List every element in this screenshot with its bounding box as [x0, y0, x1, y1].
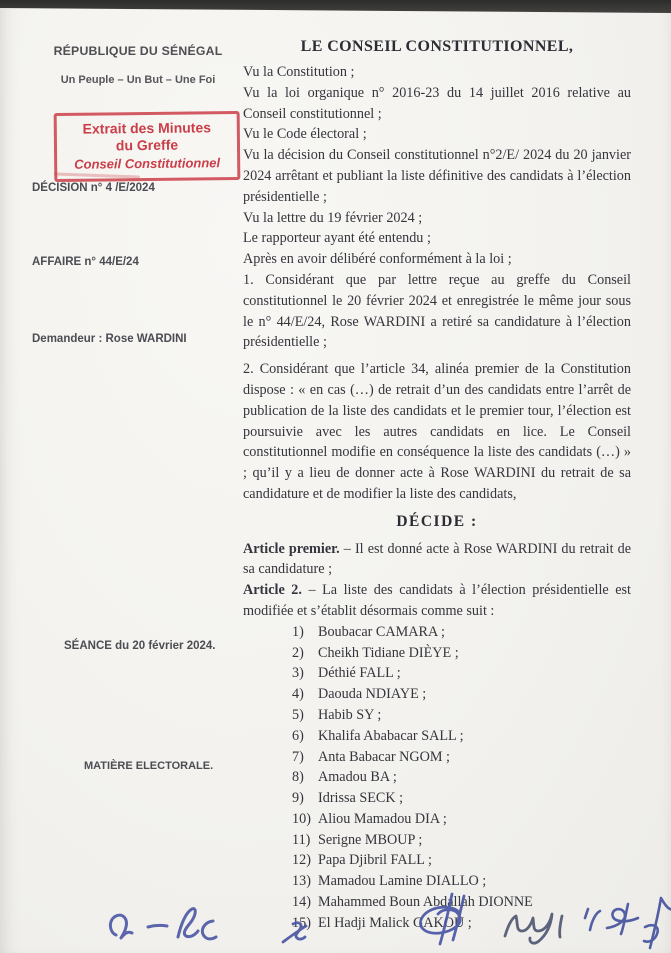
- candidate-number: 4): [292, 686, 304, 703]
- candidate-name: Papa Djibril FALL ;: [318, 852, 432, 869]
- candidate-item: [292, 913, 631, 934]
- preamble-line: Vu la décision du Conseil constitutionnel n°2/E/ 2024 du 20 janvier 2024 arrêtant et publiant la liste définitive des candidats à l’élection présidentielle ;: [243, 147, 631, 205]
- article-2-text: – La liste des candidats à l’élection présidentielle est modifiée et s’établit désormais comme suit :: [243, 582, 631, 619]
- candidate-number: 3): [292, 665, 304, 682]
- candidate-name: Daouda NDIAYE ;: [318, 686, 427, 703]
- candidate-name: Aliou Mamadou DIA ;: [318, 810, 447, 827]
- candidate-number: 9): [292, 790, 304, 807]
- preamble-line: Le rapporteur ayant été entendu ;: [243, 230, 431, 247]
- candidate-item: [292, 747, 631, 768]
- candidate-number: 1): [292, 623, 304, 640]
- preamble-line: Vu la lettre du 19 février 2024 ;: [243, 209, 423, 226]
- candidate-item: [292, 622, 631, 643]
- considerant-1: 1. Considérant que par lettre reçue au greffe du Conseil constitutionnel le 20 février 2024 et enregistrée le même jour sous le n° 44/E/24, Rose WARDINI a retiré sa candidature à l’élection présidentielle ;: [243, 271, 631, 351]
- candidate-item: [292, 684, 631, 705]
- candidate-item: [292, 788, 631, 809]
- candidate-item: [292, 767, 631, 788]
- candidate-name: Mamadou Lamine DIALLO ;: [318, 873, 487, 890]
- preamble-line: Vu la Constitution ;: [243, 64, 355, 80]
- national-motto: Un Peuple – Un But – Une Foi: [60, 74, 216, 86]
- greffe-stamp: [54, 111, 241, 182]
- candidate-name: Idrissa SECK ;: [318, 790, 404, 807]
- candidate-name: Khalifa Ababacar SALL ;: [318, 727, 464, 744]
- document-title: LE CONSEIL CONSTITUTIONNEL,: [300, 38, 574, 55]
- stamp-line-2: du Greffe: [115, 136, 179, 154]
- candidate-number: 12): [292, 852, 311, 869]
- article-premier-text: – Il est donné acte à Rose WARDINI du retrait de sa candidature ;: [243, 540, 631, 578]
- candidate-item: [292, 705, 631, 726]
- candidate-item: [292, 871, 631, 892]
- preamble-block: [243, 62, 631, 270]
- decide-heading: DÉCIDE :: [396, 512, 478, 530]
- candidate-number: 15): [292, 914, 311, 931]
- candidate-item: [292, 850, 631, 871]
- preamble-line: Vu la loi organique n° 2016-23 du 14 juillet 2016 relative au Conseil constitutionnel ;: [243, 84, 631, 122]
- candidate-number: 10): [292, 810, 311, 827]
- candidate-name: Anta Babacar NGOM ;: [318, 748, 450, 765]
- candidate-item: [292, 892, 631, 913]
- preamble-line: Après en avoir délibéré conformément à la loi ;: [243, 251, 512, 268]
- article-2-lead: Article 2.: [243, 582, 302, 599]
- candidate-item: [292, 643, 631, 664]
- candidate-number: 2): [292, 644, 304, 661]
- candidate-number: 13): [292, 873, 311, 890]
- candidate-number: 11): [292, 831, 311, 848]
- candidate-name: El Hadji Malick GAKOU ;: [318, 914, 472, 931]
- main-text-column: [243, 36, 631, 934]
- candidate-item: [292, 663, 631, 684]
- candidate-number: 8): [292, 769, 304, 786]
- candidate-number: 7): [292, 748, 304, 765]
- left-margin-column: [32, 0, 244, 953]
- candidate-number: 5): [292, 706, 304, 723]
- case-number: AFFAIRE n° 44/E/24: [32, 256, 139, 268]
- matter-label: MATIÈRE ELECTORALE.: [84, 760, 214, 772]
- petitioner-label: Demandeur : Rose WARDINI: [32, 333, 187, 345]
- candidate-number: 14): [292, 894, 311, 911]
- stamp-line-1: Extrait des Minutes: [82, 119, 212, 137]
- preamble-line: Vu le Code électoral ;: [243, 126, 367, 143]
- candidate-list: [243, 622, 631, 934]
- stamp-line-3: Conseil Constitutionnel: [74, 155, 221, 172]
- candidate-name: Habib SY ;: [318, 706, 382, 723]
- candidate-name: Boubacar CAMARA ;: [318, 623, 445, 640]
- session-date: SÉANCE du 20 février 2024.: [64, 640, 216, 652]
- candidate-name: Amadou BA ;: [318, 769, 397, 786]
- decision-number: DÉCISION n° 4 /E/2024: [32, 182, 155, 194]
- candidate-item: [292, 830, 631, 851]
- candidate-name: Serigne MBOUP ;: [318, 831, 423, 848]
- candidate-name: Mahammed Boun Abdallah DIONNE: [318, 894, 533, 911]
- candidate-item: [292, 726, 631, 747]
- candidate-item: [292, 809, 631, 830]
- candidate-name: Cheikh Tidiane DIÈYE ;: [318, 644, 459, 661]
- article-2: [243, 580, 631, 622]
- candidate-number: 6): [292, 727, 304, 744]
- considerant-2: 2. Considérant que l’article 34, alinéa premier de la Constitution dispose : « en cas (…) de retrait d’un des candidats entre l’arrêt de publication de la liste des candidats et le premier tour, l’élection est poursuivie avec les autres candidats en lice. Le Conseil constitutionnel modifie en conséquence la liste des candidats (…) » ; qu’il y a lieu de donner acte à Rose WARDINI du retrait de sa candidature et de modifier la liste des candidats,: [243, 361, 631, 502]
- republic-heading: RÉPUBLIQUE DU SÉNÉGAL: [53, 44, 223, 58]
- article-premier-lead: Article premier.: [243, 540, 340, 557]
- candidate-name: Déthié FALL ;: [318, 665, 401, 682]
- article-premier: [243, 539, 631, 581]
